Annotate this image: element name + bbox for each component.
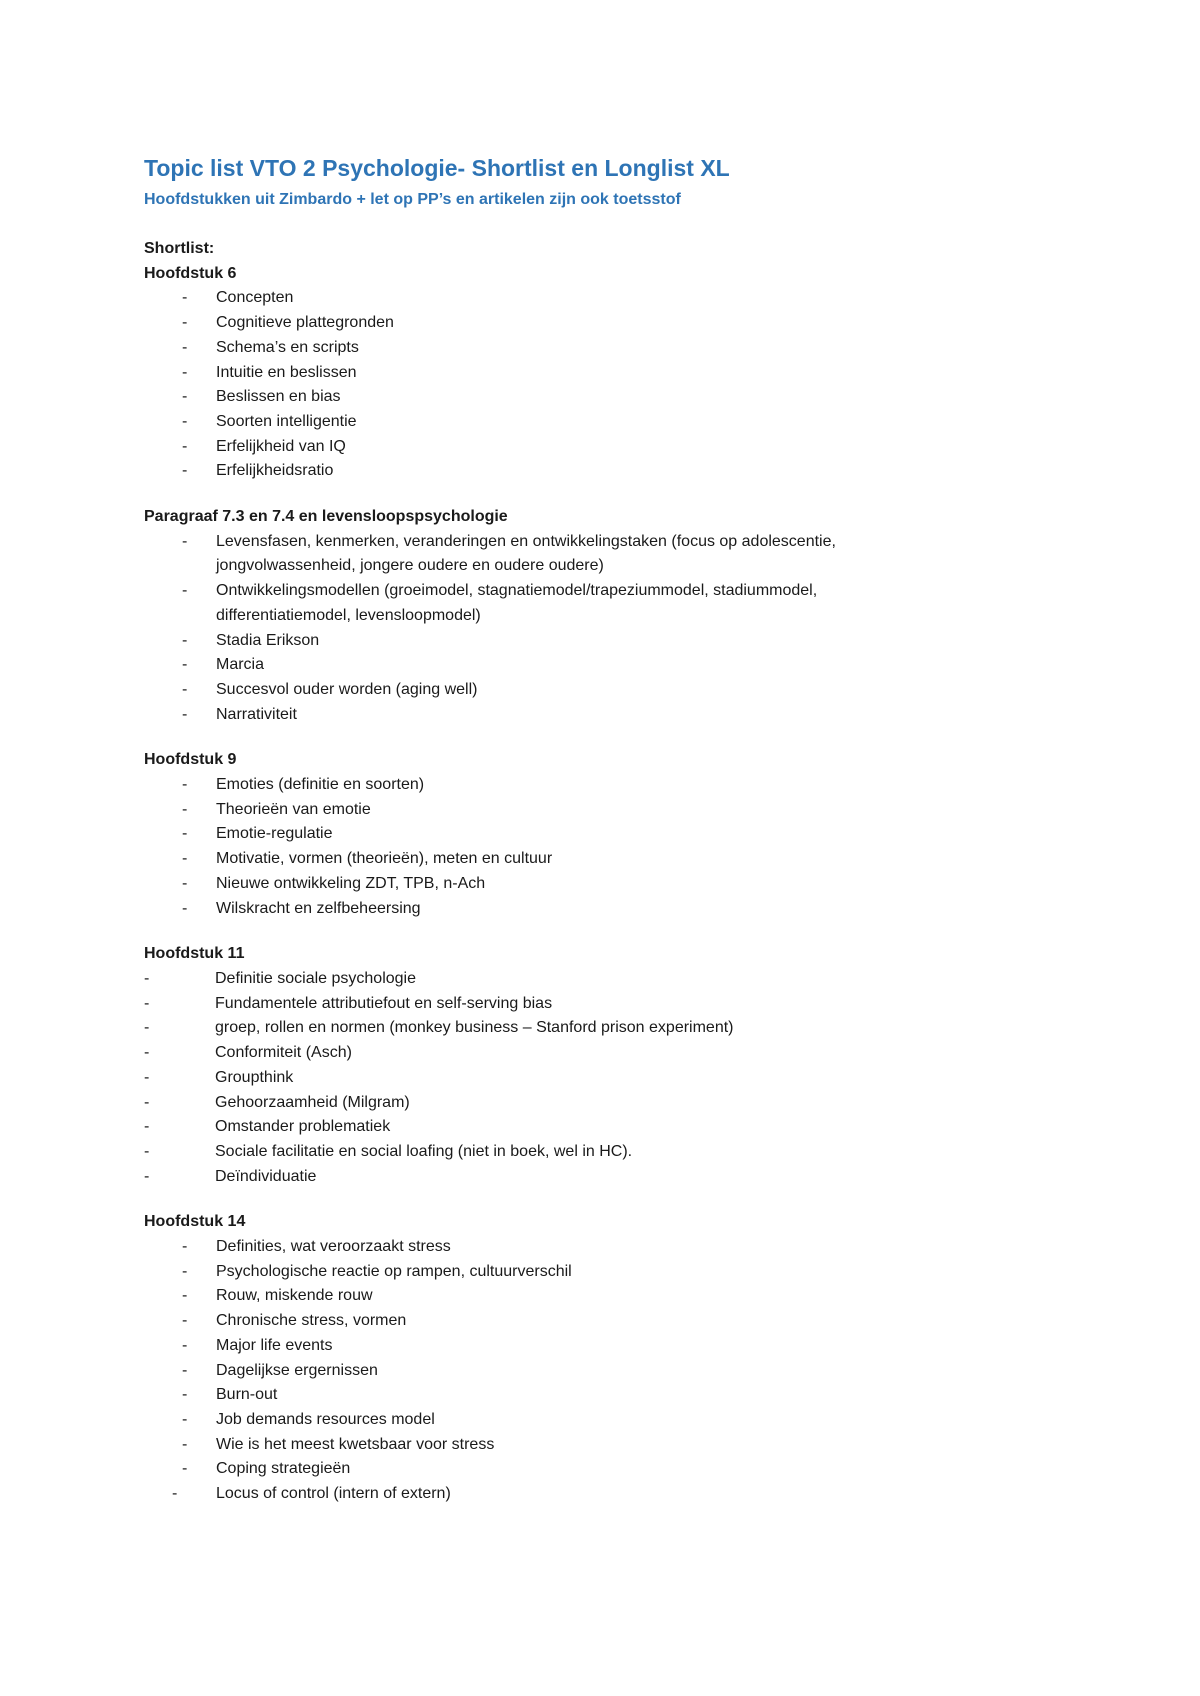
list-item: [144, 992, 1084, 1017]
list-item: [144, 1041, 1084, 1066]
list-item: [144, 1359, 1084, 1384]
bullet-dash: -: [182, 1262, 188, 1280]
list-item: [144, 1309, 1084, 1334]
list-item: [144, 1235, 1084, 1260]
list-item: [144, 385, 1084, 410]
bullet-dash: -: [182, 363, 188, 381]
list-item: [144, 1016, 1084, 1041]
list-item: [144, 629, 1084, 654]
list-item: [144, 1482, 1084, 1507]
section-heading: Hoofdstuk 6: [144, 264, 237, 282]
list-item: [144, 459, 1084, 484]
bullet-dash: -: [182, 705, 188, 723]
list-item-text: Gehoorzaamheid (Milgram): [215, 1093, 410, 1111]
list-item-text: Major life events: [216, 1336, 333, 1354]
bullet-dash: -: [182, 1361, 188, 1379]
list-item: [144, 361, 1084, 386]
list-item: [144, 286, 1084, 311]
bullet-dash: -: [182, 776, 188, 794]
list-item-text: Nieuwe ontwikkeling ZDT, TPB, n-Ach: [216, 874, 486, 892]
list-item: [144, 967, 1084, 992]
list-item: [144, 311, 1084, 336]
list-item-text: Concepten: [216, 289, 294, 307]
list-item-text: Ontwikkelingsmodellen (groeimodel, stagnatiemodel/trapeziummodel, stadiummodel,: [216, 582, 818, 600]
list-item-text: Marcia: [216, 656, 265, 674]
bullet-dash: -: [182, 1336, 188, 1354]
document-subtitle: Hoofdstukken uit Zimbardo + let op PP’s en artikelen zijn ook toetsstof: [144, 191, 681, 208]
section-list: [144, 967, 1084, 1189]
list-item-text: Emotie-regulatie: [216, 825, 333, 843]
section-heading: Hoofdstuk 11: [144, 945, 245, 963]
bullet-dash: -: [172, 1485, 178, 1503]
list-item-text: Groupthink: [215, 1068, 294, 1086]
list-item-text: Locus of control (intern of extern): [216, 1485, 451, 1503]
bullet-dash: -: [182, 631, 188, 649]
bullet-dash: -: [182, 1386, 188, 1404]
list-item: [144, 653, 1084, 678]
list-item: [144, 530, 1084, 555]
bullet-dash: -: [182, 1435, 188, 1453]
list-item: [144, 1334, 1084, 1359]
list-item-text: Levensfasen, kenmerken, veranderingen en ontwikkelingstaken (focus op adolescentie,: [216, 532, 836, 550]
bullet-dash: -: [144, 1068, 150, 1086]
section-heading: Hoofdstuk 14: [144, 1213, 246, 1231]
bullet-dash: -: [182, 338, 188, 356]
list-item: [144, 1433, 1084, 1458]
bullet-dash: -: [182, 1238, 188, 1256]
bullet-dash: -: [182, 656, 188, 674]
list-item: [144, 1284, 1084, 1309]
bullet-dash: -: [182, 388, 188, 406]
bullet-dash: -: [182, 582, 188, 600]
bullet-dash: -: [144, 1167, 150, 1185]
bullet-dash: -: [182, 1460, 188, 1478]
list-item-text: Omstander problematiek: [215, 1118, 391, 1136]
bullet-dash: -: [182, 412, 188, 430]
list-item-text: Deïndividuatie: [215, 1167, 317, 1185]
list-item-text: Beslissen en bias: [216, 388, 341, 406]
bullet-dash: -: [182, 532, 188, 550]
list-item: [144, 798, 1084, 823]
list-item: [144, 554, 1084, 579]
list-item-text: Erfelijkheid van IQ: [216, 437, 346, 455]
list-item-text: Wilskracht en zelfbeheersing: [216, 899, 421, 917]
list-item-text: Narrativiteit: [216, 705, 297, 723]
list-item: [144, 872, 1084, 897]
list-item-text: Wie is het meest kwetsbaar voor stress: [216, 1435, 495, 1453]
list-item-text: Succesvol ouder worden (aging well): [216, 680, 478, 698]
list-item: [144, 579, 1084, 604]
list-item: [144, 678, 1084, 703]
bullet-dash: -: [144, 1019, 150, 1037]
bullet-dash: -: [182, 289, 188, 307]
list-item: [144, 1115, 1084, 1140]
list-item-text: Theorieën van emotie: [216, 800, 371, 818]
bullet-dash: -: [182, 1287, 188, 1305]
section-list: [144, 530, 1084, 728]
shortlist-label: Shortlist:: [144, 240, 215, 257]
bullet-dash: -: [144, 1142, 150, 1160]
list-item-text: Erfelijkheidsratio: [216, 462, 334, 480]
section-heading: Hoofdstuk 9: [144, 751, 237, 769]
list-item: [144, 336, 1084, 361]
list-item: [144, 1408, 1084, 1433]
bullet-dash: -: [182, 874, 188, 892]
list-item: [144, 1383, 1084, 1408]
bullet-dash: -: [144, 1093, 150, 1111]
list-item: [144, 435, 1084, 460]
list-item-text: Fundamentele attributiefout en self-serving bias: [215, 994, 553, 1012]
list-item-text: Job demands resources model: [216, 1410, 435, 1428]
list-item-text: groep, rollen en normen (monkey business – Stanford prison experiment): [215, 1019, 734, 1037]
list-item: [144, 1140, 1084, 1165]
bullet-dash: -: [182, 825, 188, 843]
bullet-dash: -: [182, 899, 188, 917]
document-title: Topic list VTO 2 Psychologie- Shortlist en Longlist XL: [144, 155, 730, 181]
list-item: [144, 773, 1084, 798]
list-item-text: Motivatie, vormen (theorieën), meten en cultuur: [216, 850, 553, 868]
list-item: [144, 1260, 1084, 1285]
list-item: [144, 1091, 1084, 1116]
bullet-dash: -: [144, 969, 150, 987]
list-item-text: Coping strategieën: [216, 1460, 351, 1478]
bullet-dash: -: [144, 1044, 150, 1062]
bullet-dash: -: [182, 800, 188, 818]
list-item: [144, 1457, 1084, 1482]
list-item: [144, 410, 1084, 435]
sections-container: [144, 262, 1084, 1507]
list-item-text: Soorten intelligentie: [216, 412, 357, 430]
list-item-text: Sociale facilitatie en social loafing (niet in boek, wel in HC).: [215, 1142, 633, 1160]
list-item-text: Definities, wat veroorzaakt stress: [216, 1238, 451, 1256]
bullet-dash: -: [182, 314, 188, 332]
section-list: [144, 773, 1084, 921]
list-item: [144, 604, 1084, 629]
list-item-text: Chronische stress, vormen: [216, 1312, 407, 1330]
list-item-text: Schema’s en scripts: [216, 338, 359, 356]
list-item-text: Dagelijkse ergernissen: [216, 1361, 378, 1379]
bullet-dash: -: [182, 680, 188, 698]
list-item-text: Definitie sociale psychologie: [215, 969, 416, 987]
list-item-text: Intuitie en beslissen: [216, 363, 357, 381]
list-item: [144, 1066, 1084, 1091]
bullet-dash: -: [144, 1118, 150, 1136]
section-heading: Paragraaf 7.3 en 7.4 en levensloopspsychologie: [144, 508, 508, 526]
list-item-text: Rouw, miskende rouw: [216, 1287, 373, 1305]
bullet-dash: -: [182, 462, 188, 480]
bullet-dash: -: [182, 1312, 188, 1330]
list-item-text: jongvolwassenheid, jongere oudere en oudere oudere): [216, 557, 604, 575]
list-item-text: differentiatiemodel, levensloopmodel): [216, 606, 481, 624]
list-item: [144, 1165, 1084, 1190]
list-item: [144, 897, 1084, 922]
list-item: [144, 703, 1084, 728]
list-item-text: Cognitieve plattegronden: [216, 314, 394, 332]
bullet-dash: -: [182, 437, 188, 455]
section-list: [144, 1235, 1084, 1507]
bullet-dash: -: [144, 994, 150, 1012]
list-item-text: Stadia Erikson: [216, 631, 320, 649]
list-item-text: Burn-out: [216, 1386, 278, 1404]
list-item: [144, 847, 1084, 872]
bullet-dash: -: [182, 850, 188, 868]
bullet-dash: -: [182, 1410, 188, 1428]
list-item-text: Conformiteit (Asch): [215, 1044, 352, 1062]
section-list: [144, 286, 1084, 484]
document-body: [144, 148, 1084, 1507]
list-item-text: Psychologische reactie op rampen, cultuurverschil: [216, 1262, 572, 1280]
list-item: [144, 822, 1084, 847]
list-item-text: Emoties (definitie en soorten): [216, 776, 425, 794]
